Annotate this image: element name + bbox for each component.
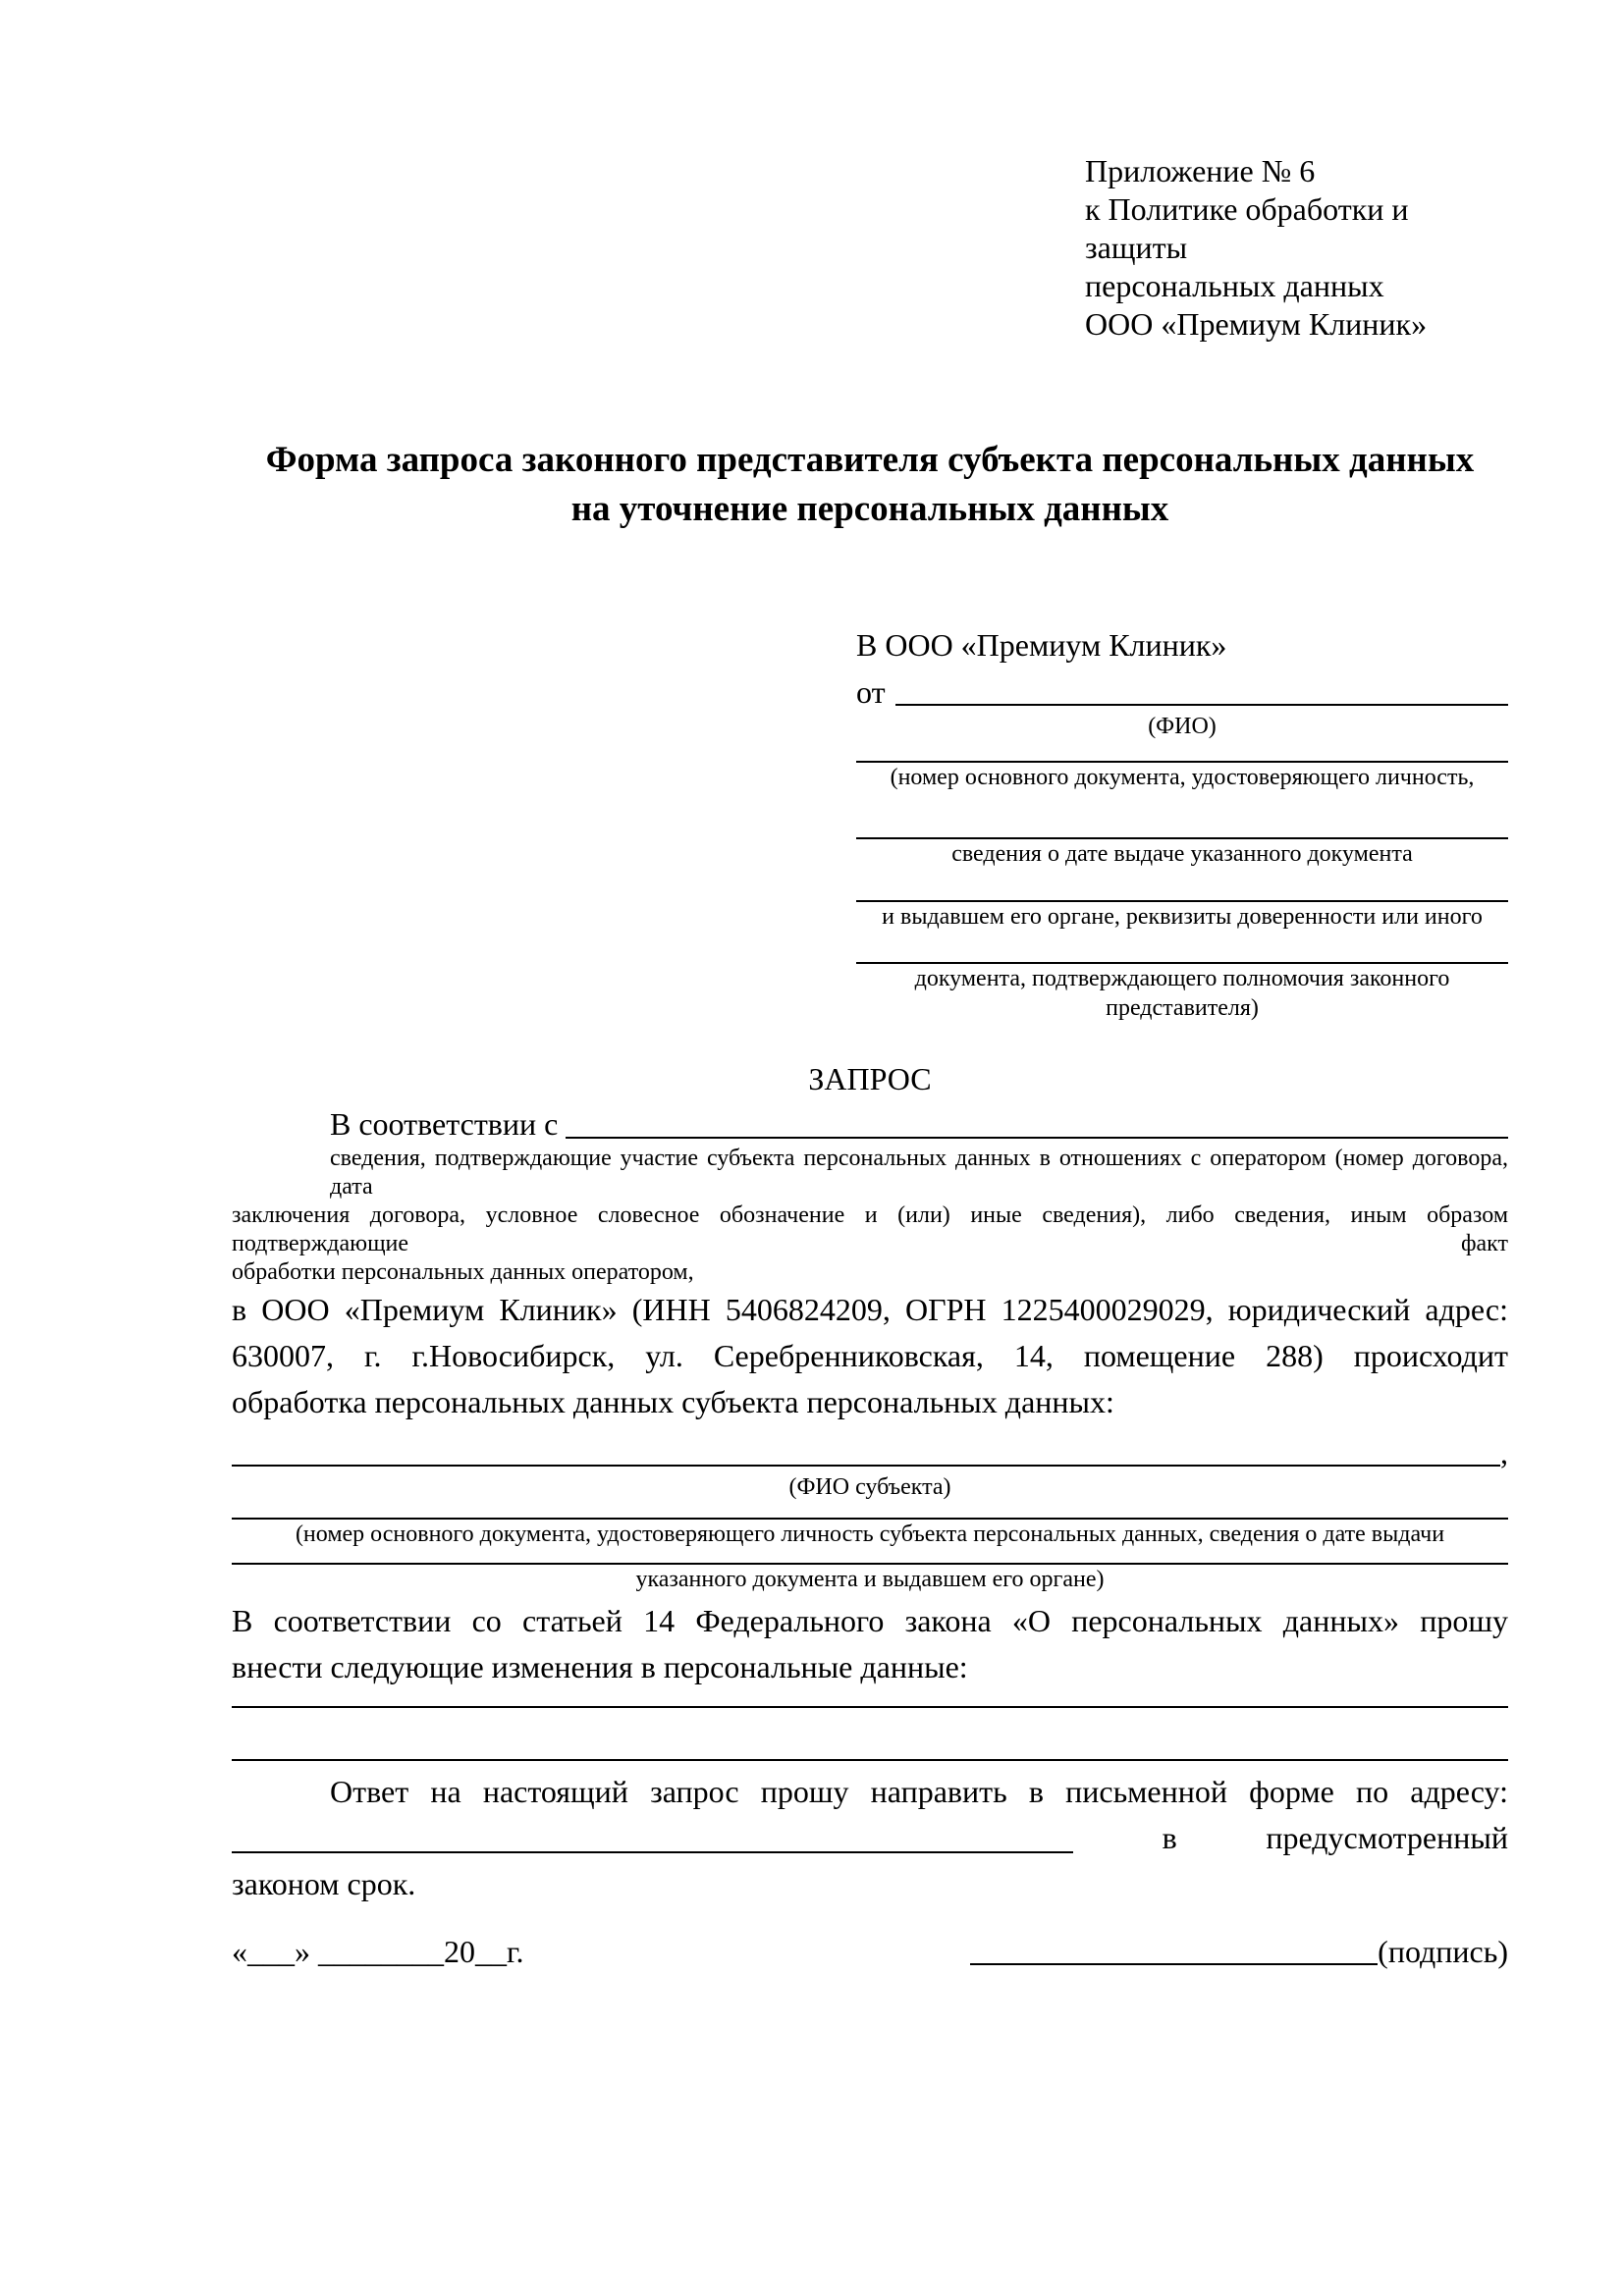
fio-blank-line [895, 672, 1508, 706]
article-line-1: В соответствии со статьей 14 Федерального закона «О персональных данных» прошу [232, 1603, 1508, 1638]
document-caption-3: и выдавшем его органе, реквизиты доверенности или иного [882, 904, 1483, 930]
fio-caption: (ФИО) [1148, 714, 1217, 739]
answer-line-1: Ответ на настоящий запрос прошу направить в письменной форме по адресу: [330, 1774, 1508, 1809]
footnote-line-2: заключения договора, условное словесное обозначение и (или) иные сведения), либо сведения, иным образом подтверждающие факт [232, 1202, 1508, 1256]
subject-fio-caption: (ФИО субъекта) [788, 1474, 951, 1500]
answer-in-word: в [1162, 1820, 1177, 1855]
signature-caption: (подпись) [1378, 1934, 1508, 1969]
operator-line-2: 630007, г. г.Новосибирск, ул. Серебренниковская, 14, помещение 288) происходит [232, 1338, 1508, 1373]
form-title [232, 436, 1508, 534]
footnote-line-3: обработки персональных данных оператором, [232, 1259, 694, 1285]
footnote-line-1: сведения, подтверждающие участие субъекта персональных данных в отношениях с оператором (номер договора, дата [330, 1146, 1508, 1200]
appendix-line-1: Приложение № 6 [1085, 153, 1316, 188]
appendix-line-4: ООО «Премиум Клиник» [1085, 306, 1428, 342]
operator-line-1: в ООО «Премиум Клиник» (ИНН 5406824209, ОГРН 1225400029029, юридический адрес: [232, 1292, 1508, 1327]
signature-blank-line [970, 1931, 1378, 1965]
subject-document-caption-1: (номер основного документа, удостоверяющего личность субъекта персональных данных, сведения о дате выдачи [295, 1522, 1445, 1547]
operator-line-3: обработка персональных данных субъекта персональных данных: [232, 1384, 1114, 1419]
answer-stipulated-word: предусмотренный [1266, 1820, 1508, 1855]
answer-line-3: законом срок. [232, 1866, 416, 1901]
from-row [856, 672, 1508, 712]
form-title-line-2: на уточнение персональных данных [570, 489, 1169, 529]
request-heading: ЗАПРОС [808, 1061, 932, 1096]
subject-fio-blank-line [232, 1433, 1500, 1467]
recipient-block [856, 625, 1508, 1023]
address-blank-line [232, 1815, 1073, 1853]
signature-area [970, 1931, 1508, 1972]
changes-blank-line-2 [232, 1759, 1508, 1761]
form-title-line-1: Форма запроса законного представителя субъекта персональных данных [265, 440, 1475, 480]
document-caption-4: документа, подтверждающего полномочия законного представителя) [914, 966, 1450, 1021]
paragraph-indent [232, 1103, 330, 1145]
subject-fio-row [232, 1433, 1508, 1472]
date-line: «___» ________20__г. [232, 1934, 524, 1969]
opening-text: В соответствии с [330, 1106, 559, 1142]
basis-blank-line [566, 1103, 1508, 1139]
appendix-line-3: персональных данных [1085, 268, 1384, 303]
document-caption-2: сведения о дате выдаче указанного документа [951, 841, 1413, 867]
subject-document-caption-2: указанного документа и выдавшем его органе) [635, 1567, 1105, 1592]
answer-address-row [232, 1815, 1508, 1861]
document-caption-1: (номер основного документа, удостоверяющего личность, [890, 765, 1475, 790]
from-label: от [856, 674, 886, 710]
appendix-note [1085, 152, 1508, 344]
appendix-line-2: к Политике обработки и защиты [1085, 191, 1409, 265]
opening-row [232, 1103, 1508, 1145]
subject-fio-comma: , [1500, 1435, 1508, 1470]
recipient-to: В ООО «Премиум Клиник» [856, 627, 1227, 663]
date-signature-row [232, 1931, 1508, 1972]
article-line-2: внести следующие изменения в персональные данные: [232, 1649, 968, 1684]
changes-blank-line-1 [232, 1706, 1508, 1708]
